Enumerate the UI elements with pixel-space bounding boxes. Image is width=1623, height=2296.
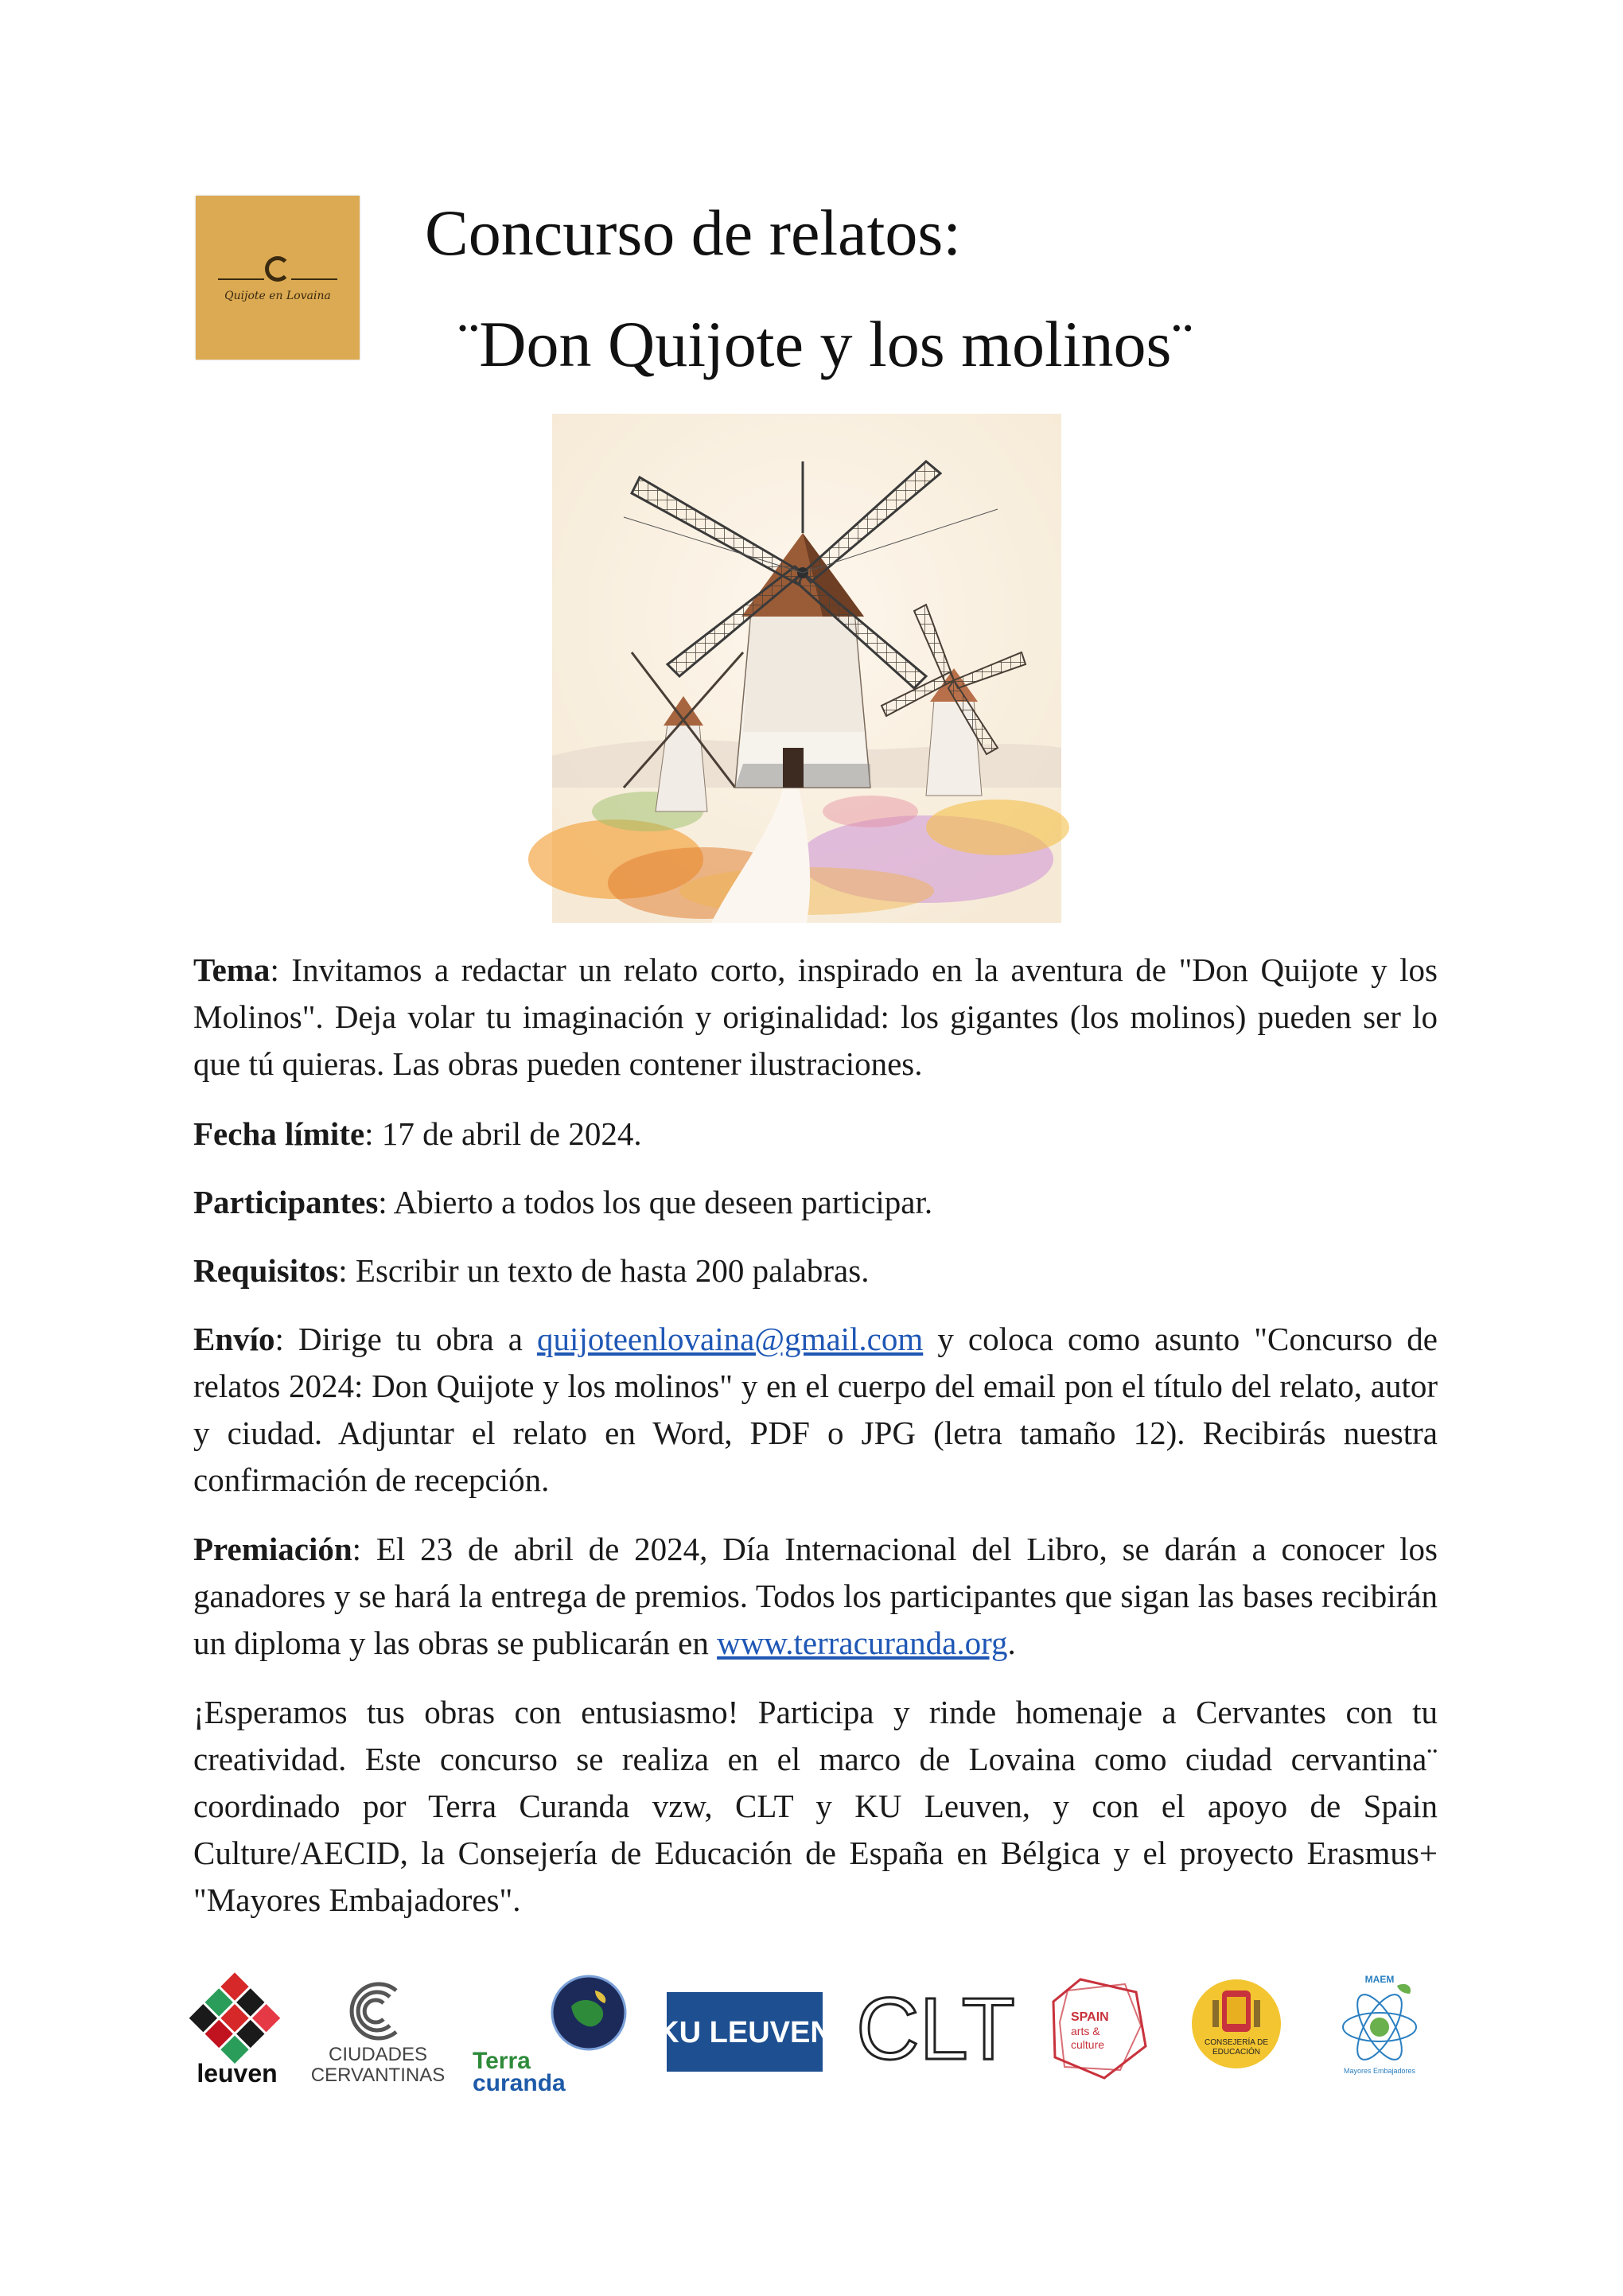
participantes-text: : Abierto a todos los que deseen participar. bbox=[378, 1184, 933, 1220]
terra-text: Terra bbox=[473, 2048, 531, 2074]
clt-logo bbox=[856, 1979, 1015, 2078]
curanda-text: curanda bbox=[473, 2070, 566, 2096]
arts-text: arts & bbox=[1071, 2025, 1100, 2037]
section-envio bbox=[193, 1316, 1438, 1504]
consejeria-text-1: CONSEJERÍA DE bbox=[1204, 2038, 1269, 2047]
requisitos-label: Requisitos bbox=[193, 1252, 339, 1289]
ku-leuven-logo bbox=[657, 1992, 832, 2072]
consejeria-educacion-logo bbox=[1189, 1976, 1284, 2078]
spain-text: SPAIN bbox=[1071, 2010, 1109, 2024]
ciudades-cervantinas-logo bbox=[302, 1976, 453, 2088]
ku-leuven-text: KU LEUVEN bbox=[657, 2016, 832, 2049]
envio-text-before: : Dirige tu obra a bbox=[274, 1321, 538, 1357]
ciudades-text-1: CIUDADES bbox=[328, 2044, 428, 2065]
sponsor-logos-row bbox=[0, 1933, 1623, 2108]
website-link[interactable]: www.terracuranda.org bbox=[717, 1625, 1008, 1661]
logo-emblem-icon bbox=[265, 256, 290, 282]
closing-paragraph: ¡Esperamos tus obras con entusiasmo! Participa y rinde homenaje a Cervantes con tu creatividad. Este concurso se realiza en el marco de Lovaina como ciudad cervantina¨ coordinado por Terra Curanda vzw, CLT y KU Leuven, y con el apoyo de Spain Culture/AECID, la Consejería de Educación de España en Bélgica y el proyecto Erasmus+ "Mayores Embajadores". bbox=[193, 1694, 1438, 1918]
premiacion-label: Premiación bbox=[193, 1531, 352, 1567]
section-tema bbox=[193, 947, 1438, 1088]
maem-text: MAEM bbox=[1364, 1974, 1395, 1985]
logo-right-line bbox=[291, 278, 337, 280]
leuven-logo-text: leuven bbox=[197, 2059, 278, 2088]
logo-left-line bbox=[218, 278, 264, 280]
tema-label: Tema bbox=[193, 951, 270, 988]
email-link[interactable]: quijoteenlovaina@gmail.com bbox=[537, 1321, 924, 1357]
premiacion-text-before: : El 23 de abril de 2024, Día Internacional del Libro, se darán a conocer los ganadores y se hará la entrega de premios. Todos los participantes que sigan las bases recibirán un diploma y las obras se publicarán en bbox=[193, 1531, 1438, 1661]
leuven-logo bbox=[189, 1983, 285, 2086]
fecha-text: : 17 de abril de 2024. bbox=[364, 1115, 642, 1152]
spain-arts-culture-logo bbox=[1049, 1975, 1150, 2083]
mayores-embajadores-logo bbox=[1333, 1971, 1426, 2080]
quijote-en-lovaina-logo bbox=[196, 196, 360, 360]
tema-text: : Invitamos a redactar un relato corto, inspirado en la aventura de "Don Quijote y los Molinos". Deja volar tu imaginación y originalidad: los gigantes (los molinos) pueden ser lo que tú quieras. Las obras pueden contener ilustraciones. bbox=[193, 951, 1438, 1082]
terra-curanda-logo bbox=[468, 1975, 635, 2094]
logo-caption: Quijote en Lovaina bbox=[224, 290, 331, 302]
section-participantes bbox=[193, 1179, 1438, 1226]
clt-text: CLT bbox=[856, 1980, 1015, 2078]
windmills-illustration bbox=[552, 414, 1061, 923]
culture-text: culture bbox=[1071, 2038, 1105, 2051]
envio-label: Envío bbox=[193, 1321, 275, 1357]
consejeria-text-2: EDUCACIÓN bbox=[1212, 2048, 1261, 2057]
section-requisitos bbox=[193, 1247, 1438, 1294]
section-fecha-limite bbox=[193, 1111, 1438, 1158]
section-premiacion bbox=[193, 1526, 1438, 1667]
requisitos-text: : Escribir un texto de hasta 200 palabras. bbox=[338, 1252, 870, 1289]
fecha-label: Fecha límite bbox=[193, 1115, 365, 1152]
envio-text-after: y coloca como asunto "Concurso de relatos 2024: Don Quijote y los molinos" y en el cuerpo del email pon el título del relato, autor y ciudad. Adjuntar el relato en Word, PDF o JPG (letra tamaño 12). Recibirás nuestra confirmación de recepción. bbox=[193, 1321, 1438, 1498]
mayores-embajadores-text: Mayores Embajadores bbox=[1343, 2067, 1416, 2075]
participantes-label: Participantes bbox=[193, 1184, 379, 1220]
page-title: Concurso de relatos: bbox=[425, 197, 962, 269]
ciudades-text-2: CERVANTINAS bbox=[310, 2064, 446, 2086]
page-subtitle: ¨Don Quijote y los molinos¨ bbox=[457, 308, 1193, 380]
premiacion-text-after: . bbox=[1007, 1625, 1016, 1661]
